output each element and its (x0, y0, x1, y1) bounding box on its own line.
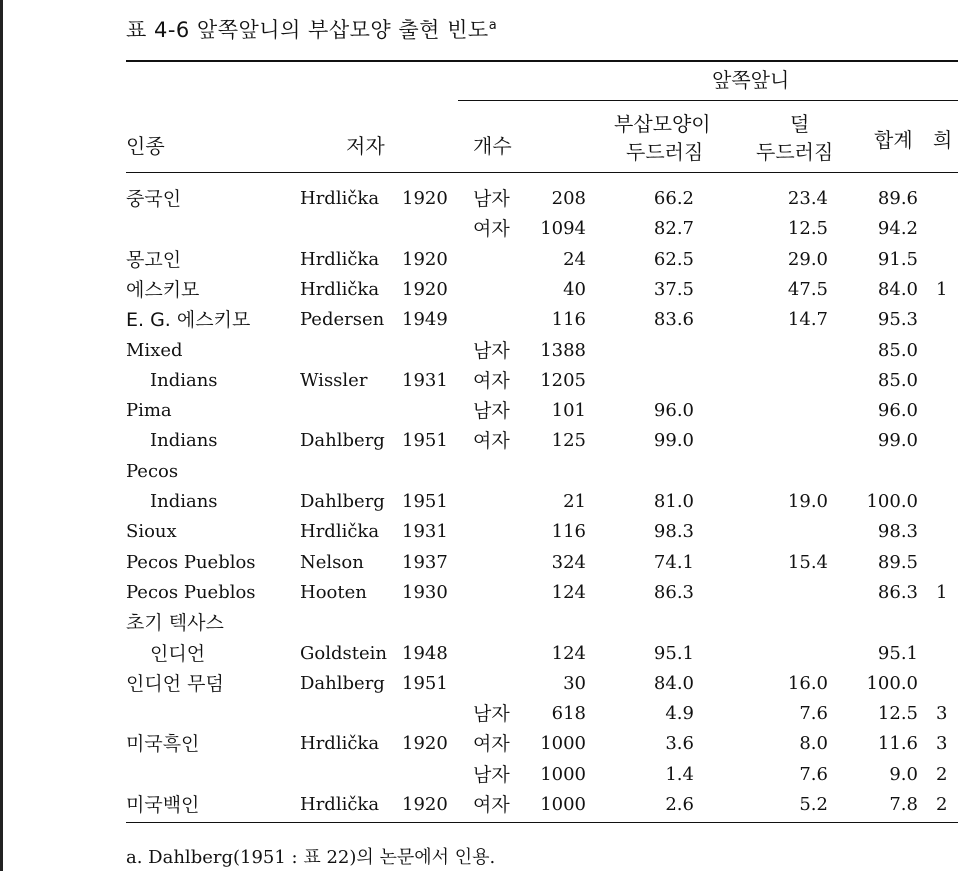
cell-year: 1931 (402, 369, 448, 391)
table-row (0, 670, 958, 698)
table-title (126, 14, 497, 44)
table-row (0, 427, 958, 455)
header-less-1: 덜 (790, 112, 810, 136)
cell-trace: 3 (936, 703, 948, 725)
header-total: 합계 (874, 128, 913, 152)
cell-author: Hrdlička (300, 521, 380, 543)
table-row (0, 458, 958, 486)
table-row (0, 579, 958, 607)
cell-race: 중국인 (126, 188, 182, 210)
cell-count: 124 (551, 642, 586, 664)
cell-sex: 남자 (473, 763, 510, 786)
header-trace: 희 (933, 128, 953, 152)
header-group-incisors: 앞쪽앞니 (712, 68, 790, 92)
cell-year: 1920 (402, 794, 448, 815)
cell-pronounced: 37.5 (653, 278, 694, 300)
cell-race: Indians (150, 369, 218, 391)
cell-race: Pima (126, 400, 172, 422)
cell-pronounced: 83.6 (653, 309, 694, 331)
table-row (0, 185, 958, 213)
cell-total: 85.0 (877, 369, 918, 391)
table-row (0, 609, 958, 637)
cell-less-pronounced: 5.2 (799, 794, 828, 815)
cell-total: 94.2 (877, 218, 918, 240)
cell-author: Hrdlička (300, 248, 380, 270)
table-title-text: 표 4-6 앞쪽앞니의 부삽모양 출현 빈도 (126, 18, 489, 42)
table-row (0, 337, 958, 365)
cell-total: 12.5 (877, 703, 918, 725)
table-row (0, 306, 958, 334)
cell-year: 1951 (402, 491, 448, 512)
cell-year: 1948 (402, 642, 448, 664)
cell-year: 1930 (402, 581, 448, 603)
table-row (0, 397, 958, 425)
cell-count: 116 (551, 521, 586, 543)
table-row (0, 640, 958, 668)
cell-author: Hrdlička (300, 188, 380, 209)
cell-year: 1951 (402, 672, 448, 694)
table-row (0, 367, 958, 395)
table-row (0, 488, 958, 516)
header-count: 개수 (473, 134, 512, 158)
cell-pronounced: 82.7 (653, 218, 694, 240)
cell-sex: 여자 (473, 794, 510, 816)
cell-pronounced: 81.0 (653, 491, 694, 512)
bottom-rule (126, 822, 958, 823)
cell-total: 100.0 (866, 491, 918, 512)
table-row (0, 761, 958, 789)
cell-race: Pecos (126, 460, 179, 482)
cell-less-pronounced: 14.7 (787, 309, 828, 331)
cell-less-pronounced: 8.0 (799, 733, 828, 755)
cell-trace: 2 (936, 763, 948, 785)
cell-count: 1000 (540, 763, 586, 785)
cell-year: 1931 (402, 521, 448, 543)
cell-pronounced: 4.9 (665, 703, 694, 725)
cell-less-pronounced: 16.0 (787, 672, 828, 694)
cell-count: 1094 (540, 218, 586, 240)
table-row (0, 215, 958, 243)
cell-count: 1388 (540, 339, 586, 361)
header-less-2: 두드러짐 (756, 140, 834, 164)
table-row (0, 518, 958, 546)
cell-less-pronounced: 29.0 (787, 248, 828, 270)
top-rule (126, 60, 958, 62)
cell-less-pronounced: 15.4 (787, 551, 828, 573)
cell-race: 몽고인 (126, 248, 182, 271)
footnote: a. Dahlberg(1951 : 표 22)의 논문에서 인용. (126, 847, 496, 868)
cell-race: 에스키모 (126, 278, 200, 301)
cell-trace: 1 (936, 581, 948, 603)
cell-total: 100.0 (866, 672, 918, 694)
cell-pronounced: 99.0 (653, 430, 694, 452)
cell-year: 1920 (402, 733, 448, 755)
cell-year: 1937 (402, 551, 448, 573)
cell-count: 24 (563, 248, 586, 270)
cell-less-pronounced: 23.4 (787, 188, 828, 209)
cell-trace: 1 (936, 278, 948, 300)
cell-count: 40 (563, 278, 586, 300)
title-footnote-marker: a (488, 18, 498, 33)
cell-author: Goldstein (300, 642, 387, 664)
cell-total: 96.0 (877, 400, 918, 422)
cell-count: 208 (551, 188, 586, 209)
cell-author: Wissler (300, 369, 368, 391)
cell-count: 125 (551, 430, 586, 452)
cell-pronounced: 74.1 (653, 551, 694, 573)
cell-total: 86.3 (877, 581, 918, 603)
header-pronounced-1: 부삽모양이 (614, 112, 711, 136)
cell-count: 124 (551, 581, 586, 603)
header-race: 인종 (126, 134, 165, 158)
cell-count: 116 (551, 309, 586, 331)
cell-pronounced: 86.3 (653, 581, 694, 603)
cell-trace: 2 (936, 794, 948, 815)
cell-race: 초기 텍사스 (126, 612, 224, 635)
cell-total: 11.6 (877, 733, 918, 755)
cell-author: Dahlberg (300, 430, 385, 452)
table-row (0, 276, 958, 304)
cell-race: 미국백인 (126, 794, 200, 816)
cell-race: Pecos Pueblos (126, 551, 256, 573)
header-author: 저자 (346, 134, 385, 158)
cell-pronounced: 62.5 (653, 248, 694, 270)
cell-less-pronounced: 12.5 (787, 218, 828, 240)
cell-author: Pedersen (300, 309, 385, 331)
cell-race: E. G. 에스키모 (126, 309, 251, 332)
cell-pronounced: 84.0 (653, 672, 694, 694)
cell-count: 101 (551, 400, 586, 422)
cell-pronounced: 98.3 (653, 521, 694, 543)
cell-race: 인디언 무덤 (126, 672, 224, 695)
cell-less-pronounced: 7.6 (799, 703, 828, 725)
cell-count: 21 (563, 491, 586, 512)
cell-count: 1000 (540, 733, 586, 755)
cell-pronounced: 3.6 (665, 733, 694, 755)
table-row (0, 549, 958, 577)
cell-count: 618 (551, 703, 586, 725)
cell-pronounced: 2.6 (665, 794, 694, 815)
cell-author: Hrdlička (300, 733, 380, 755)
cell-pronounced: 95.1 (653, 642, 694, 664)
cell-total: 91.5 (877, 248, 918, 270)
cell-count: 1205 (540, 369, 586, 391)
cell-total: 9.0 (889, 763, 918, 785)
cell-trace: 3 (936, 733, 948, 755)
cell-race: Mixed (126, 339, 183, 361)
cell-race: Pecos Pueblos (126, 581, 256, 603)
cell-less-pronounced: 7.6 (799, 763, 828, 785)
cell-pronounced: 66.2 (653, 188, 694, 209)
cell-count: 1000 (540, 794, 586, 815)
cell-author: Hrdlička (300, 794, 380, 815)
cell-count: 30 (563, 672, 586, 694)
header-pronounced-2: 두드러짐 (626, 140, 704, 164)
cell-sex: 여자 (473, 430, 510, 453)
cell-year: 1920 (402, 248, 448, 270)
cell-sex: 여자 (473, 218, 510, 241)
cell-total: 98.3 (877, 521, 918, 543)
cell-sex: 남자 (473, 400, 510, 423)
cell-author: Dahlberg (300, 672, 385, 694)
header-rule (126, 172, 958, 173)
cell-year: 1949 (402, 309, 448, 331)
cell-sex: 남자 (473, 188, 510, 210)
cell-year: 1951 (402, 430, 448, 452)
group-rule (458, 100, 958, 101)
cell-total: 7.8 (889, 794, 918, 815)
cell-count: 324 (551, 551, 586, 573)
cell-total: 89.6 (877, 188, 918, 209)
table-row (0, 791, 958, 819)
cell-year: 1920 (402, 188, 448, 209)
cell-total: 89.5 (877, 551, 918, 573)
table-row (0, 730, 958, 758)
cell-sex: 여자 (473, 369, 510, 392)
cell-race: 인디언 (150, 642, 206, 665)
cell-author: Dahlberg (300, 491, 385, 512)
cell-less-pronounced: 19.0 (787, 491, 828, 512)
cell-sex: 남자 (473, 703, 510, 726)
cell-author: Nelson (300, 551, 364, 573)
table-row (0, 700, 958, 728)
table-row (0, 246, 958, 274)
cell-total: 84.0 (877, 278, 918, 300)
cell-pronounced: 96.0 (653, 400, 694, 422)
cell-race: Indians (150, 430, 218, 452)
cell-race: Indians (150, 491, 218, 512)
cell-race: Sioux (126, 521, 177, 543)
cell-author: Hrdlička (300, 278, 380, 300)
cell-total: 95.3 (877, 309, 918, 331)
cell-author: Hooten (300, 581, 367, 603)
cell-pronounced: 1.4 (665, 763, 694, 785)
cell-less-pronounced: 47.5 (787, 278, 828, 300)
cell-race: 미국흑인 (126, 733, 200, 756)
cell-total: 85.0 (877, 339, 918, 361)
cell-sex: 여자 (473, 733, 510, 756)
cell-total: 95.1 (877, 642, 918, 664)
cell-sex: 남자 (473, 339, 510, 362)
cell-year: 1920 (402, 278, 448, 300)
cell-total: 99.0 (877, 430, 918, 452)
